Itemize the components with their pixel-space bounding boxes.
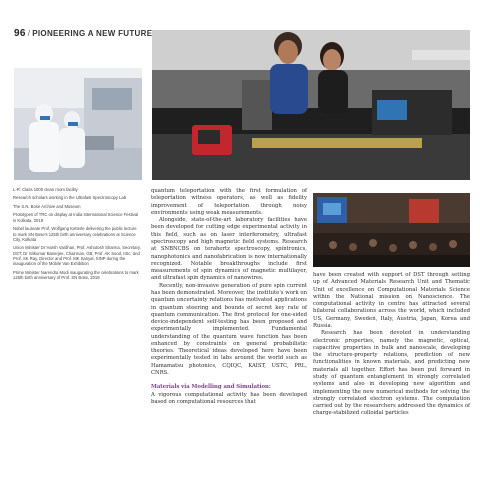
page-number: 96 xyxy=(14,28,26,39)
subsection-title: Materials via Modelling and Simulation: xyxy=(151,384,271,391)
caption-3: The S.N. Bose Archive and Museum xyxy=(13,203,81,209)
caption-1: L-R: Class 1000 clean room facility xyxy=(13,187,78,192)
paragraph: have been created with support of DST through setting up of Advanced Materials Research Unit and Thematic Unit of excellence on Computational Materials Science within the National mission on Nanoscience. The computational activity in centre has attracted several bilateral collaborations across the world, which included US, Germany, Sweden, Italy, Austria, Japan, Korea and Russia. xyxy=(313,272,470,329)
caption-7: Prime Minister Narendra Modi inaugurating the celebrations to mark 125th birth anniversary of Prof. SN Bose, 2018 xyxy=(13,269,139,280)
subsection-heading xyxy=(151,384,307,391)
lecture-image xyxy=(313,193,470,267)
running-header xyxy=(14,28,152,39)
lab-image xyxy=(152,30,470,180)
caption-2: Research scholars working in the Ultrafast Spectroscopy Lab xyxy=(13,195,127,201)
caption-4: Prototypes of TRC on display at India International Science Festival in Kolkata, 2019 xyxy=(13,212,139,223)
paragraph: A vigorous computational activity has been developed based on computational resources that xyxy=(151,391,307,405)
clean-room-photo xyxy=(14,68,142,180)
paragraph: quantum teleportation with the first formulation of teleportation witness operators, as well as fidelity improvement of teleportation through noisy environments using weak measurements. xyxy=(151,188,307,216)
paragraph: Research has been devoted in understanding electronic properties, namely the magnetic, optical, capacitive properties in bulk and nanoscale, developing the structure-property relations, prediction of new functionalities in known materials, and predicting new materials all together. Effort has been put forward in study of quantum entanglement in strongly correlated systems and also in developing new algorithm and implementing the new numerical methods for solving the strongly correlated electron systems. The computation carried out by the researchers addressed the dynamics of charge-stabilized colloidal particles xyxy=(313,330,470,417)
body-column-2 xyxy=(151,188,307,406)
lab-photo xyxy=(152,30,470,180)
header-separator: / xyxy=(27,29,31,38)
caption-column xyxy=(13,187,141,283)
section-title: PIONEERING A NEW FUTURE xyxy=(32,29,153,38)
caption-5: Nobel laureate Prof. Wolfgang Ketterle delivering the public lecture to mark SN Bose's 125th birth anniversary celebrations at Science City, Kolkata xyxy=(13,226,137,242)
caption-6: Union Minister Dr Harsh Vardhan, Prof. Ashutosh Sharma, Secretary, DST; Dr Srikumar Banerjee, Chairman, GB; Prof. AK Sood, IISc; and Prof. SK Ray, Director and Prof. MK Sanyal, SINP during the inauguration of the Mobile Van Exhibition xyxy=(13,245,141,267)
paragraph: Alongside, state-of-the-art laboratory facilities have been developed for cutting edge experimental activity in this field, such as on laser interferometry, ultrafast spectroscopy and high magnetic field systems. Research at SNBNCBS on terahertz spectroscopy, spintronics, nanophotonics and nanofabrication is now internationally recognized. Notable breakthroughs include first measurements of spin dynamics of magnetic multilayer, and ultrafast spin dynamics of nanowires. xyxy=(151,217,307,282)
paragraph: Recently, non-invasive generation of pure spin current has been demonstrated. Moreover, the institute's work on quantum uncertainty relations has motivated applications in quantum steering and bounds of secret key rate of quantum communication. The first protocol for one-sided device-independent self-testing has been proposed and experimentally implemented. Fundamental understanding of the quantum wave function has been enhanced by constraints on general probabilistic theories. Theoretical ideas developed here have been experimentally tested in labs around the world such as Hamamatsu photonics, CQIQC, KAIST, USTC, PRL, CNRS. xyxy=(151,282,307,377)
lecture-photo xyxy=(313,193,470,267)
clean-room-image xyxy=(14,68,142,180)
body-column-3 xyxy=(313,272,470,418)
